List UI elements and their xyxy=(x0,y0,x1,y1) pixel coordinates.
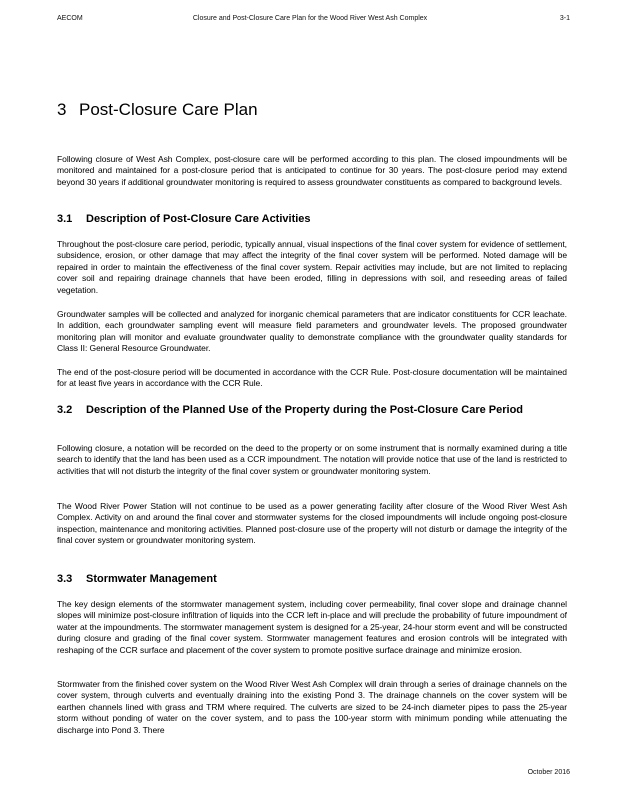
paragraph: Groundwater samples will be collected and analyzed for inorganic chemical parameters that are indicator constituents for CCR leachate. In addition, each groundwater sampling event will measure field parameters and groundwater levels. The proposed groundwater monitoring plan will monitor and evaluate groundwater quality to demonstrate compliance with the groundwater quality standards for Class II: General Resource Groundwater. xyxy=(57,309,567,354)
footer-date: October 2016 xyxy=(527,769,570,776)
chapter-number: 3 xyxy=(57,100,67,119)
section-3-2-paragraph-2 xyxy=(57,501,567,547)
section-3-1-heading-block xyxy=(57,212,567,226)
section-3-1-paragraph-3 xyxy=(57,367,567,390)
paragraph: Throughout the post-closure care period, periodic, typically annual, visual inspections of the final cover system for evidence of settlement, subsidence, erosion, or other damage that may affect the integrity of the final cover system will be performed. Noted damage will be repaired in order to maintain the effectiveness of the final cover system. Repair activities may include, but are not limited to replacing cover soil and repairing drainage channels that have been eroded, filling in depressions with soil, and reseeding areas of failed vegetation. xyxy=(57,239,567,295)
section-number: 3.3 xyxy=(57,573,73,585)
section-3-1-paragraph-2 xyxy=(57,309,567,355)
chapter-title: Post-Closure Care Plan xyxy=(79,100,258,119)
section-3-3-paragraph-2 xyxy=(57,679,567,736)
section-3-2-heading-block xyxy=(57,403,567,417)
section-3-3-paragraph-1 xyxy=(57,599,567,656)
section-number: 3.2 xyxy=(57,404,73,416)
intro-block xyxy=(57,154,567,188)
intro-paragraph: Following closure of West Ash Complex, post-closure care will be performed according to this plan. The closed impoundments will be monitored and maintained for a post-closure period that is anticipated to continue for 30 years. The post-closure period may extend beyond 30 years if additional groundwater monitoring is required to assess groundwater constituents as compared to background levels. xyxy=(57,154,567,187)
section-heading xyxy=(57,403,567,417)
section-number: 3.1 xyxy=(57,213,73,225)
section-heading xyxy=(57,572,567,586)
section-title: Description of Post-Closure Care Activities xyxy=(86,213,311,225)
paragraph: Stormwater from the finished cover system on the Wood River West Ash Complex will drain through a series of drainage channels on the cover system, through culverts and eventually draining into the existing Pond 3. The drainage channels on the cover system will be earthen channels lined with grass and TRM where required. The culverts are sized to be 24-inch diameter pipes to pass the 25-year storm without ponding of water on the cover system, and to pass the 100-year storm with minimum ponding while attenuating the discharge into Pond 3. There xyxy=(57,679,567,735)
paragraph: Following closure, a notation will be recorded on the deed to the property or on some instrument that is normally examined during a title search to identify that the land has been used as a CCR impoundment. The notation will provide notice that use of the land is restricted to activities that will not disturb the integrity of the final cover system or groundwater monitoring system. xyxy=(57,443,567,476)
section-3-3-heading-block xyxy=(57,572,567,586)
section-title: Description of the Planned Use of the Property during the Post-Closure Care Period xyxy=(86,404,524,416)
section-3-2-paragraph-1 xyxy=(57,443,567,477)
section-3-1-paragraph-1 xyxy=(57,239,567,296)
paragraph: The key design elements of the stormwater management system, including cover permeability, final cover slope and drainage channel slopes will minimize post-closure infiltration of liquids into the CCR left in-place and will preclude the probability of future impoundment of water at the impoundments. The stormwater management system is designed for a 25-year, 24-hour storm event and will be constructed during closure and grading of the final cover system. Stormwater management features and erosion controls will be integrated with reshaping of the CCR surface and placement of the cover system to promote positive surface drainage and minimize erosion. xyxy=(57,599,567,655)
paragraph: The Wood River Power Station will not continue to be used as a power generating facility after closure of the Wood River West Ash Complex. Activity on and around the final cover and stormwater systems for the closed impoundments will include ongoing post-closure inspection, maintenance and monitoring activities. Planned post-closure use of the property will not disturb or damage the integrity of the final cover system or groundwater monitoring system. xyxy=(57,501,567,546)
header-page-number: 3-1 xyxy=(559,15,570,22)
header-document-title: Closure and Post-Closure Care Plan for the Wood River West Ash Complex xyxy=(192,15,428,22)
chapter-heading xyxy=(57,100,258,120)
section-title: Stormwater Management xyxy=(86,573,217,585)
header-company: AECOM xyxy=(57,15,83,22)
section-heading xyxy=(57,212,567,226)
paragraph: The end of the post-closure period will be documented in accordance with the CCR Rule. Post-closure documentation will be maintained for at least five years in accordance with the CCR Rule. xyxy=(57,367,567,389)
